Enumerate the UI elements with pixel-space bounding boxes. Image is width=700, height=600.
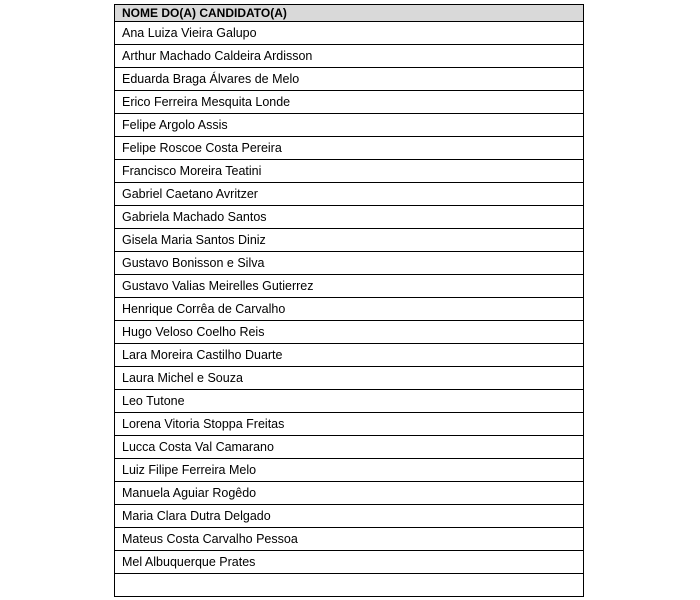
- table-row: [115, 321, 584, 344]
- table-row: [115, 252, 584, 275]
- table-row: [115, 183, 584, 206]
- candidate-name-cell: Leo Tutone: [115, 390, 584, 413]
- candidate-name-cell: Mel Albuquerque Prates: [115, 551, 584, 574]
- candidates-table: [114, 4, 584, 597]
- table-row: [115, 344, 584, 367]
- candidate-name-cell: Arthur Machado Caldeira Ardisson: [115, 45, 584, 68]
- candidate-name-cell: Mateus Costa Carvalho Pessoa: [115, 528, 584, 551]
- candidates-table-container: [114, 4, 584, 597]
- candidate-name-cell: Erico Ferreira Mesquita Londe: [115, 91, 584, 114]
- column-header-candidate-name: NOME DO(A) CANDIDATO(A): [115, 5, 584, 22]
- table-row: [115, 275, 584, 298]
- table-row: [115, 459, 584, 482]
- table-row: [115, 413, 584, 436]
- table-row: [115, 91, 584, 114]
- candidate-name-cell: Eduarda Braga Álvares de Melo: [115, 68, 584, 91]
- candidate-name-cell: Maria Clara Dutra Delgado: [115, 505, 584, 528]
- table-row: [115, 528, 584, 551]
- table-row: [115, 482, 584, 505]
- table-row: [115, 45, 584, 68]
- table-row: [115, 436, 584, 459]
- candidate-name-cell: Gustavo Valias Meirelles Gutierrez: [115, 275, 584, 298]
- candidate-name-cell: Lara Moreira Castilho Duarte: [115, 344, 584, 367]
- candidate-name-cell: Gustavo Bonisson e Silva: [115, 252, 584, 275]
- candidate-name-cell: Laura Michel e Souza: [115, 367, 584, 390]
- candidate-name-cell: Luiz Filipe Ferreira Melo: [115, 459, 584, 482]
- candidate-name-cell: Gisela Maria Santos Diniz: [115, 229, 584, 252]
- candidate-name-cell: Gabriela Machado Santos: [115, 206, 584, 229]
- table-row: [115, 574, 584, 597]
- table-body: [115, 22, 584, 597]
- candidate-name-cell: Hugo Veloso Coelho Reis: [115, 321, 584, 344]
- table-header-row: [115, 5, 584, 22]
- table-row: [115, 206, 584, 229]
- candidate-name-cell: Gabriel Caetano Avritzer: [115, 183, 584, 206]
- candidate-name-cell: Lucca Costa Val Camarano: [115, 436, 584, 459]
- table-row: [115, 505, 584, 528]
- candidate-name-cell: Manuela Aguiar Rogêdo: [115, 482, 584, 505]
- table-row: [115, 229, 584, 252]
- table-row: [115, 68, 584, 91]
- candidate-name-cell: Felipe Argolo Assis: [115, 114, 584, 137]
- table-row: [115, 390, 584, 413]
- table-row: [115, 137, 584, 160]
- table-row: [115, 298, 584, 321]
- candidate-name-cell: [115, 574, 584, 597]
- table-row: [115, 551, 584, 574]
- table-row: [115, 367, 584, 390]
- table-row: [115, 114, 584, 137]
- table-row: [115, 22, 584, 45]
- candidate-name-cell: Felipe Roscoe Costa Pereira: [115, 137, 584, 160]
- candidate-name-cell: Henrique Corrêa de Carvalho: [115, 298, 584, 321]
- candidate-name-cell: Lorena Vitoria Stoppa Freitas: [115, 413, 584, 436]
- candidate-name-cell: Francisco Moreira Teatini: [115, 160, 584, 183]
- candidate-name-cell: Ana Luiza Vieira Galupo: [115, 22, 584, 45]
- table-row: [115, 160, 584, 183]
